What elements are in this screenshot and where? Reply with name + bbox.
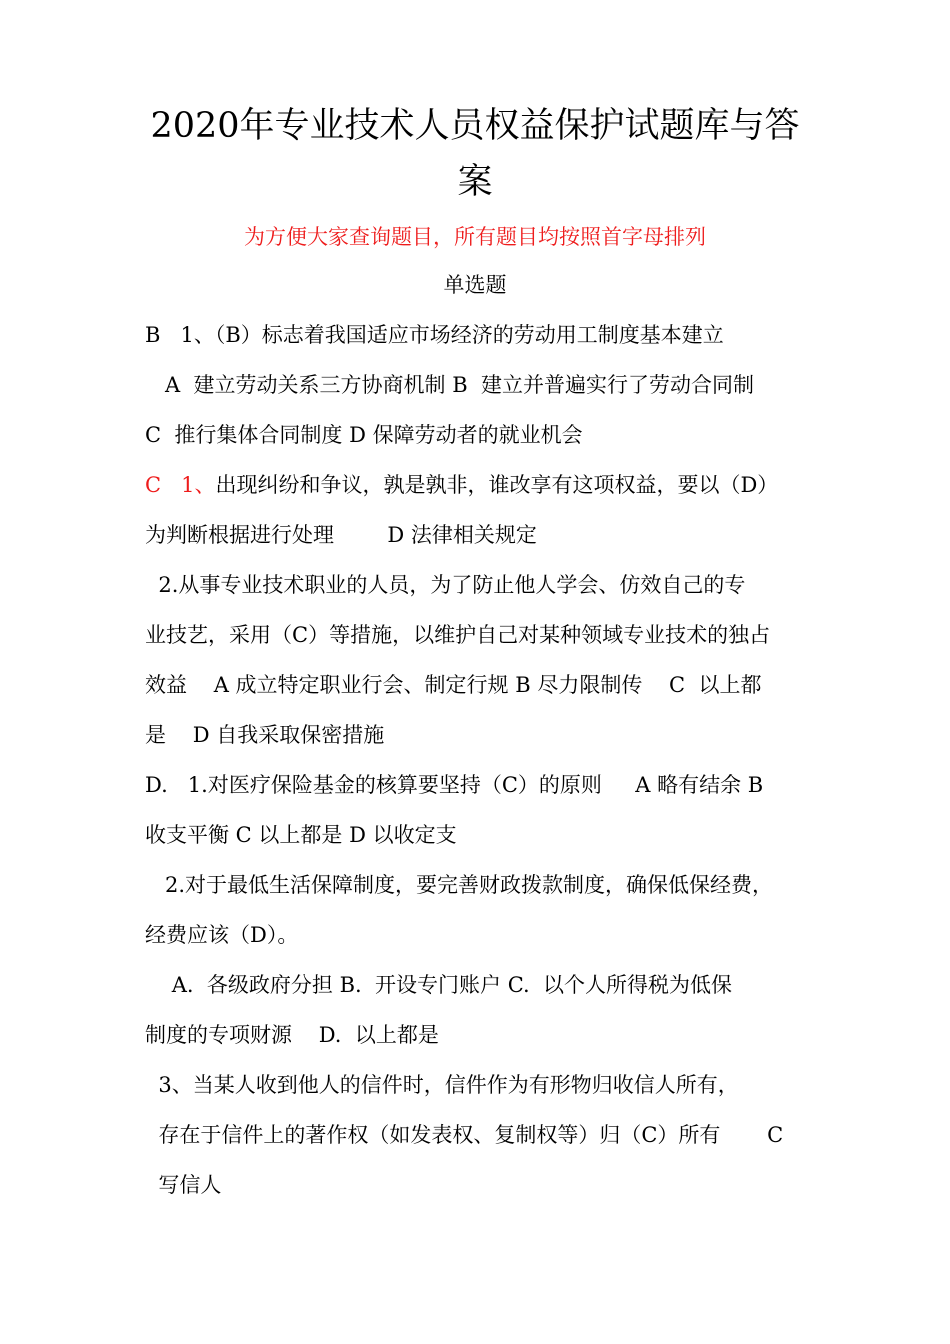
question-line: 收支平衡 C 以上都是 D 以收定支 (145, 823, 457, 847)
question-line (145, 470, 778, 500)
question-line: 制度的专项财源 D. 以上都是 (145, 1023, 439, 1047)
question-line: 业技艺，采用（C）等措施，以维护自己对某种领域专业技术的独占 (145, 623, 771, 647)
question-line: 是 D 自我采取保密措施 (145, 723, 385, 747)
question-line: B 1、（B）标志着我国适应市场经济的劳动用工制度基本建立 (145, 323, 724, 347)
question-text: 出现纠纷和争议，孰是孰非，谁改享有这项权益，要以（D） (215, 473, 779, 497)
question-line: 效益 A 成立特定职业行会、制定行规 B 尽力限制传 C 以上都 (145, 673, 762, 697)
question-line: 存在于信件上的著作权（如发表权、复制权等）归（C）所有 C (145, 1123, 784, 1147)
question-line: 3、当某人收到他人的信件时，信件作为有形物归收信人所有， (145, 1073, 739, 1097)
title-line-1: 2020年专业技术人员权益保护试题库与答 (150, 106, 800, 146)
red-prefix: C 1、 (145, 473, 216, 497)
question-line: A. 各级政府分担 B. 开设专门账户 C. 以个人所得税为低保 (145, 973, 733, 997)
question-line: D. 1.对医疗保险基金的核算要坚持（C）的原则 A 略有结余 B (145, 773, 764, 797)
question-line: 经费应该（D）。 (145, 923, 299, 947)
document-subtitle: 为方便大家查询题目，所有题目均按照首字母排列 (244, 225, 706, 249)
question-line: 写信人 (145, 1173, 222, 1197)
question-line: C 推行集体合同制度 D 保障劳动者的就业机会 (145, 423, 583, 447)
question-line: 2.对于最低生活保障制度，要完善财政拨款制度，确保低保经费， (145, 873, 774, 897)
title-line-2: 案 (457, 162, 493, 202)
document-title (120, 98, 830, 210)
question-line: 2.从事专业技术职业的人员，为了防止他人学会、仿效自己的专 (145, 573, 746, 597)
section-heading: 单选题 (443, 273, 507, 297)
question-line: 为判断根据进行处理 D 法律相关规定 (145, 523, 537, 547)
question-line: A 建立劳动关系三方协商机制 B 建立并普遍实行了劳动合同制 (145, 373, 754, 397)
